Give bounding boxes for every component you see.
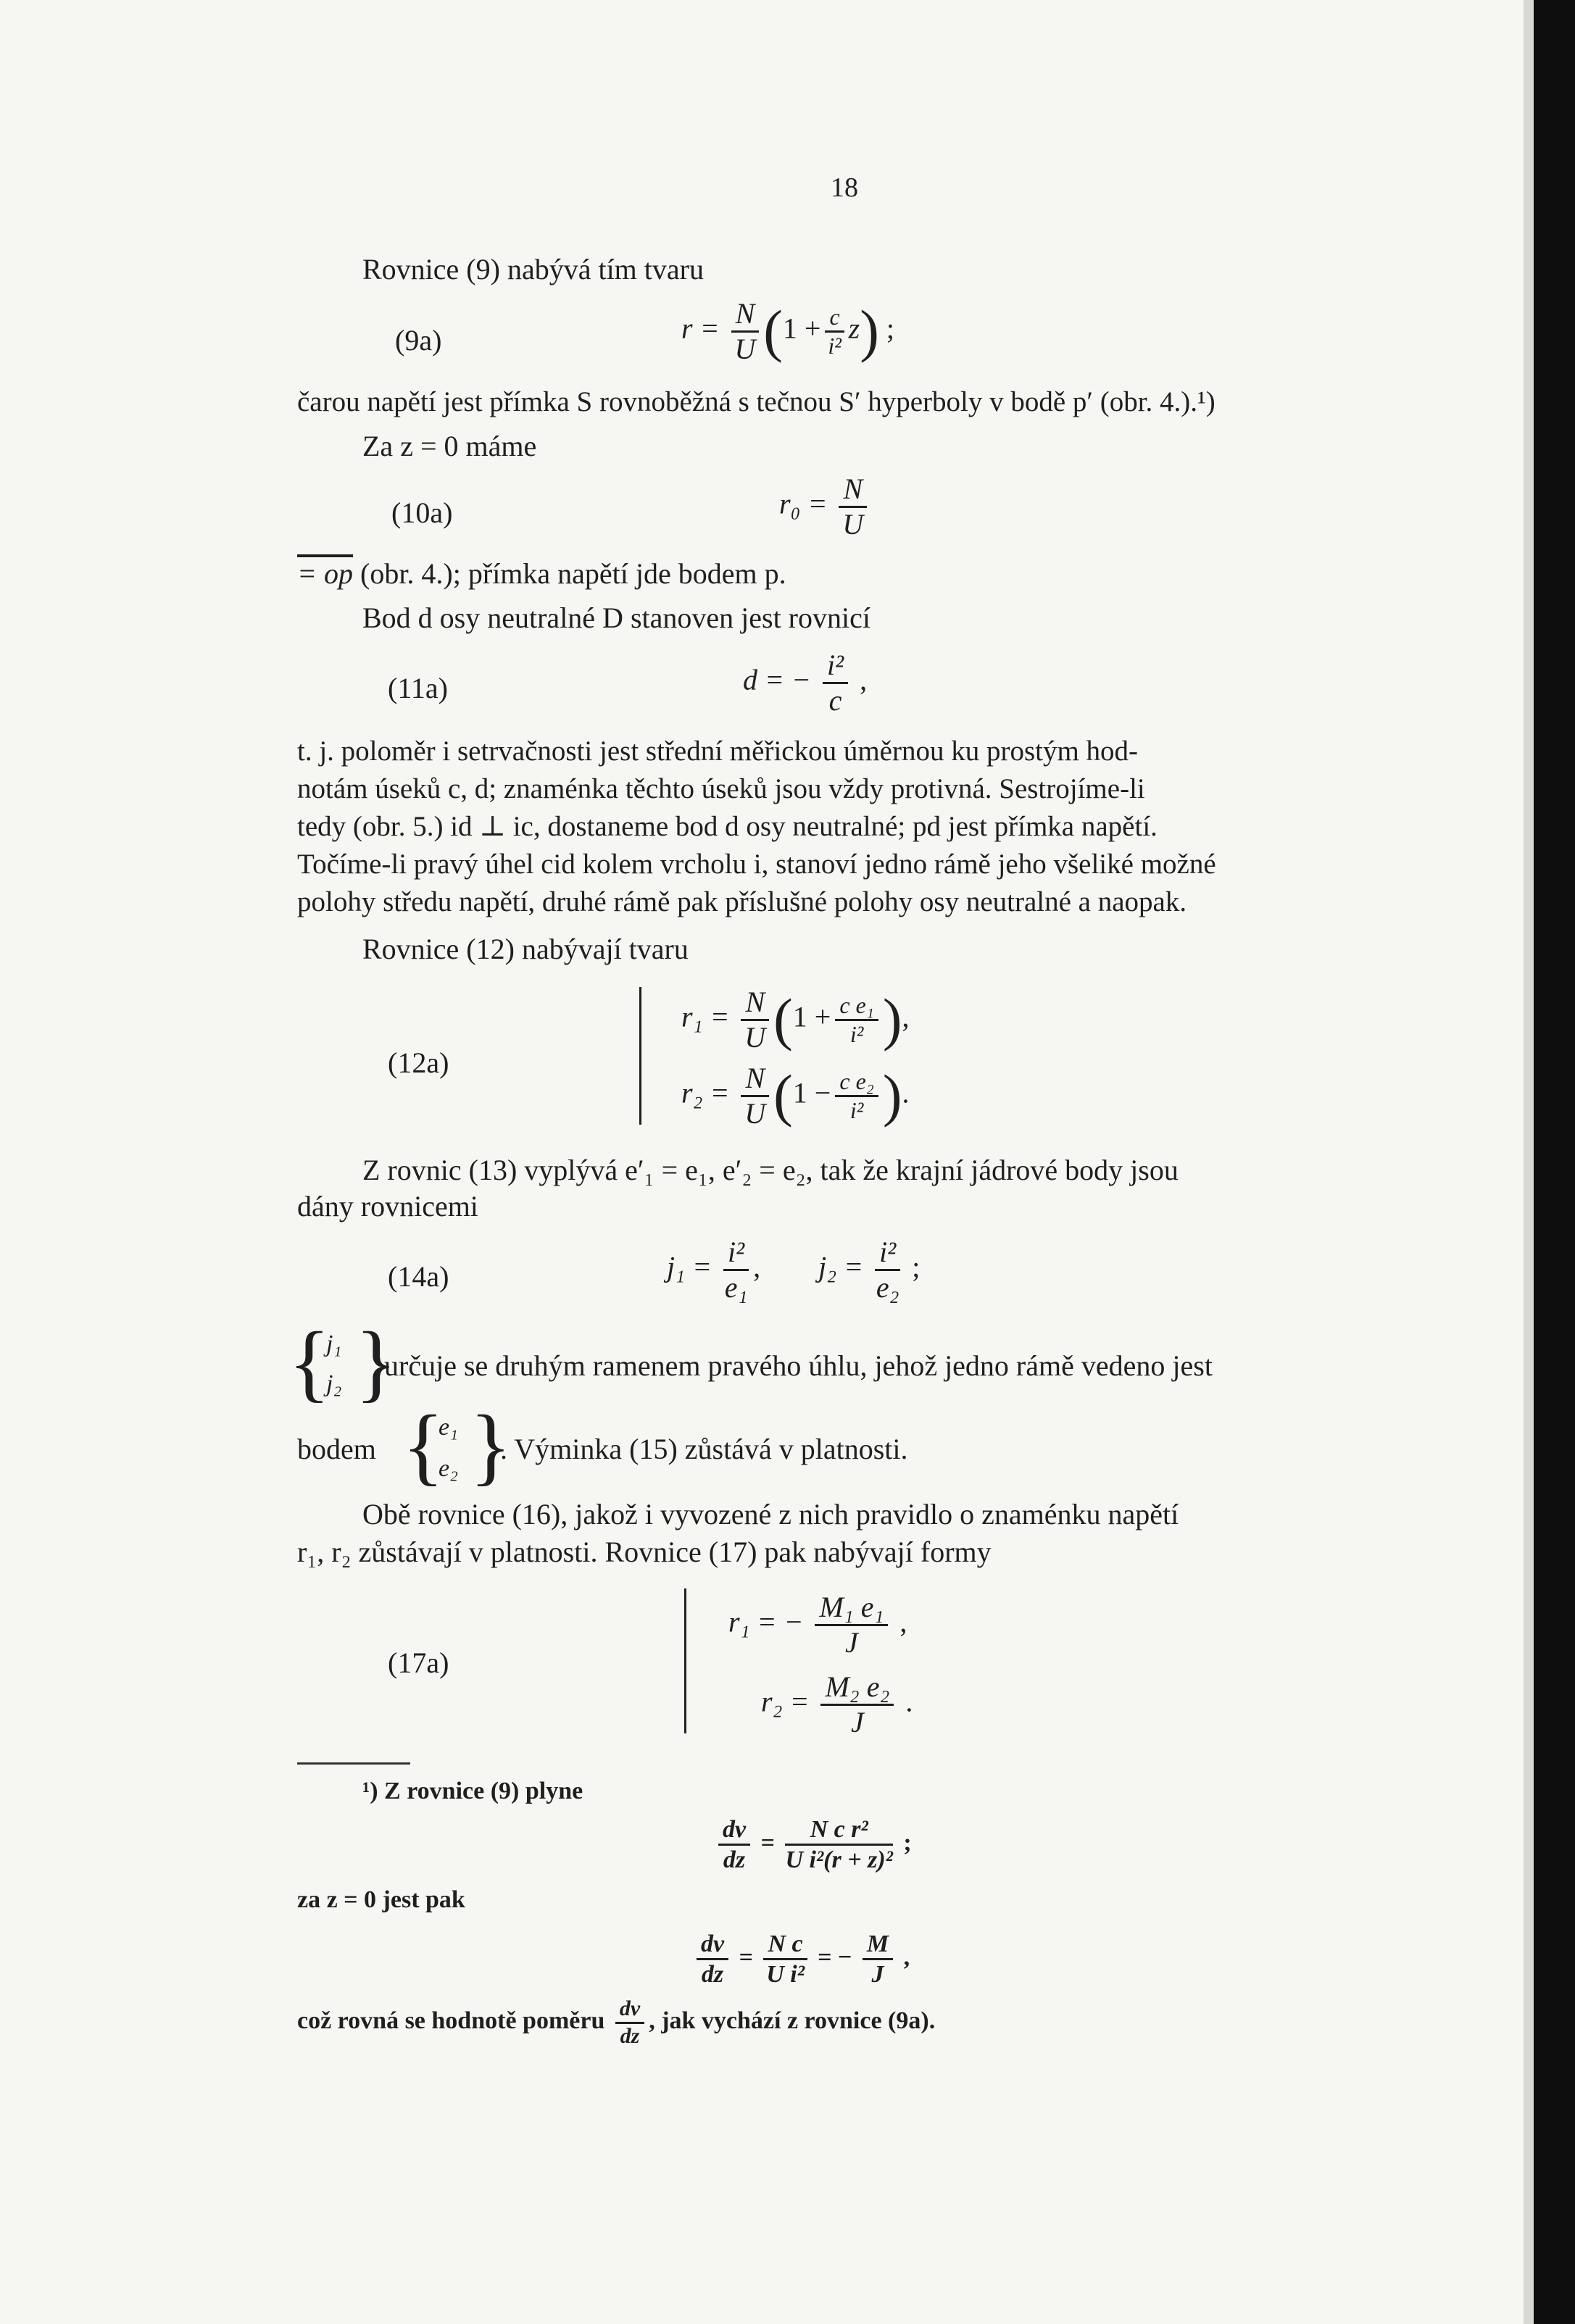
fraction: $\frac{dv}{dz}$ [697,1930,728,1988]
footnote-text: což rovná se hodnotě poměru $\frac{dv}{dz}$ , jak vychází z rovnice (9a). [297,1996,936,2048]
fraction: $\frac{\text{i²}}{\text{e₂}}$ [876,1236,899,1304]
equation-12a-row2: r₂ = $\frac{N}{U}$ (1 − $\frac{\text{c e₂}}{\text{i²}}$ ). [681,1062,910,1130]
page-number: 18 [831,172,858,203]
equation-9a: r = $\frac{N}{U}$ (1 + $\frac{c}{\text{i²}}$ z) ; [681,297,894,365]
eq-lhs: r = [681,312,720,345]
paragraph-line: notám úseků c, d; znaménka těchto úseků jsou vždy protivná. Sestrojíme-li [297,773,1145,804]
fraction: $\frac{dv}{dz}$ [615,1996,644,2049]
footnote-equation-b: $\frac{dv}{dz}$ = $\frac{\text{N c}}{\text{U i²}}$ = − $\frac{M}{J}$ , [692,1930,910,1988]
fraction: $\frac{\text{c e₁}}{\text{i²}}$ [835,992,878,1048]
brace-top: j₁ [326,1330,342,1357]
brace-bottom: e₂ [439,1455,458,1482]
brace-top: e₁ [439,1414,458,1441]
footnote-equation-a: $\frac{dv}{dz}$ = $\frac{\text{N c r²}}{\text{U i²(r + z)²}}$ ; [714,1815,912,1874]
footnote-text: za z = 0 jest pak [297,1886,465,1913]
equation-label: (11a) [388,672,448,704]
page-edge [1524,0,1534,2324]
text-line: Za z = 0 máme [362,430,537,462]
fraction: $\frac{\text{i²}}{\text{e₁}}$ [724,1236,748,1304]
left-bracket [684,1588,686,1733]
equation-11a: d = − $\frac{\text{i²}}{c}$ , [743,649,868,717]
text-line: Z rovnic (13) vyplývá e′₁ = e₁, e′₂ = e₂, tak že krajní jádrové body jsou [362,1154,1179,1186]
fraction: $\frac{\text{c e₂}}{\text{i²}}$ [835,1068,878,1124]
fraction: $\frac{\text{N c r²}}{\text{U i²(r + z)²}}$ [785,1816,893,1874]
fraction: $\frac{N}{U}$ [741,1062,769,1130]
equation-label: (12a) [388,1046,449,1079]
fraction: $\frac{\text{N c}}{\text{U i²}}$ [763,1930,807,1988]
brace-bottom: j₂ [326,1370,342,1397]
text-line: Obě rovnice (16), jakož i vyvozené z nich pravidlo o znaménku napětí [362,1498,1179,1530]
right-brace: } [470,1397,512,1494]
text-line: Rovnice (12) nabývají tvaru [362,933,689,965]
equation-17a-row2: r₂ = $\frac{\text{M₂ e₂}}{J}$ . [761,1670,913,1738]
footnote-text: ¹) Z rovnice (9) plyne [362,1778,583,1804]
equation-label: (14a) [388,1260,449,1293]
fraction: $\frac{N}{U}$ [839,472,867,541]
text-line: bodem [297,1433,376,1465]
text-line: dány rovnicemi [297,1190,478,1223]
paragraph-line: tedy (obr. 5.) id ⊥ ic, dostaneme bod d osy neutralné; pd jest přímka napětí. [297,811,1158,842]
equation-10a: r₀ = $\frac{N}{U}$ [779,472,871,541]
text-line: čarou napětí jest přímka S rovnoběžná s tečnou S′ hyperboly v bodě p′ (obr. 4.).¹) [297,386,1215,417]
left-bracket [639,987,641,1125]
fraction: $\frac{M}{J}$ [863,1930,893,1988]
fraction: $\frac{c}{\text{i²}}$ [825,304,844,359]
equation-12a-row1: r₁ = $\frac{N}{U}$ (1 + $\frac{\text{c e₁}}{\text{i²}}$ ), [681,986,910,1054]
fraction: $\frac{\text{i²}}{c}$ [823,649,848,717]
paragraph-line: Točíme-li pravý úhel cid kolem vrcholu i, stanoví jedno rámě jeho všeliké možné [297,849,1216,880]
equation-label: (9a) [395,324,442,357]
footnote-rule [297,1762,410,1765]
right-brace: } [355,1314,397,1410]
text-line: Rovnice (9) nabývá tím tvaru [362,253,704,286]
fraction: $\frac{N}{U}$ [741,986,769,1054]
text-line: určuje se druhým ramenem pravého úhlu, jehož jedno rámě vedeno jest [384,1349,1213,1382]
fraction: $\frac{N}{U}$ [731,297,760,366]
equation-14a: j₁ = $\frac{\text{i²}}{\text{e₁}}$ , j₂ = $\frac{\text{i²}}{\text{e₂}}$ ; [667,1236,921,1304]
text-line: = op (obr. 4.); přímka napětí jde bodem p. [297,557,786,590]
equation-label: (10a) [391,496,453,529]
left-brace: { [402,1397,444,1494]
text-line: Bod d osy neutralné D stanoven jest rovnicí [362,601,870,634]
text-line: r₁, r₂ zůstávají v platnosti. Rovnice (17) pak nabývají formy [297,1536,992,1568]
fraction: $\frac{dv}{dz}$ [718,1815,750,1874]
left-brace: { [288,1314,331,1410]
fraction: $\frac{\text{M₂ e₂}}{J}$ [820,1670,894,1739]
text-line: . Výminka (15) zůstává v platnosti. [500,1433,908,1465]
fraction: $\frac{\text{M₁ e₁}}{J}$ [815,1591,888,1659]
equation-17a-row1: r₁ = − $\frac{\text{M₁ e₁}}{J}$ , [728,1591,907,1659]
paragraph-line: polohy středu napětí, druhé rámě pak příslušné polohy osy neutralné a naopak. [297,886,1187,917]
equation-label: (17a) [388,1646,449,1679]
paragraph-line: t. j. poloměr i setrvačnosti jest střední měřickou úměrnou ku prostým hod- [297,736,1139,767]
